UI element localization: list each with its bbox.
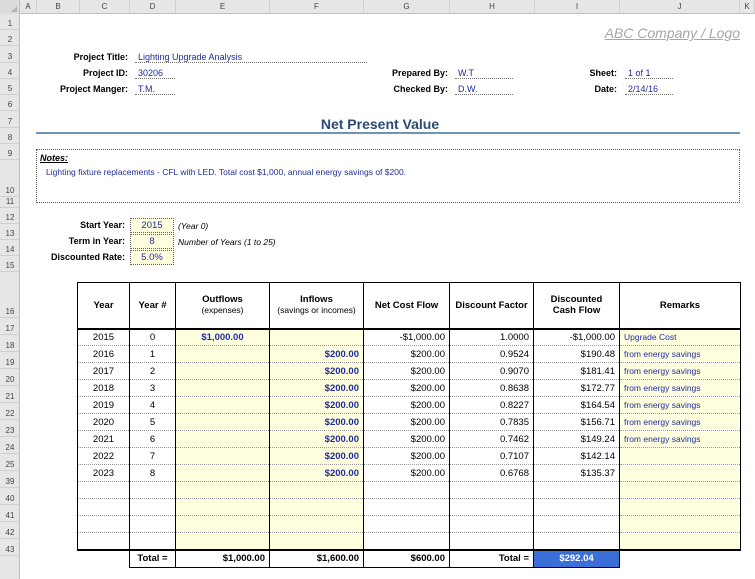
discount-factor-cell[interactable] xyxy=(450,533,534,550)
remark-cell[interactable]: from energy savings xyxy=(620,346,741,363)
year-cell[interactable]: 2018 xyxy=(78,380,130,397)
inflow-cell[interactable] xyxy=(270,499,364,516)
row-header-22[interactable]: 22 xyxy=(0,403,20,420)
table-row xyxy=(78,448,741,465)
outflow-cell[interactable] xyxy=(176,465,270,482)
outflow-cell[interactable] xyxy=(176,533,270,550)
column-header-g[interactable]: G xyxy=(364,0,450,14)
discount-factor-cell[interactable]: 0.6768 xyxy=(450,465,534,482)
remark-cell[interactable] xyxy=(620,482,741,499)
row-header-3[interactable]: 3 xyxy=(0,46,20,63)
row-header-4[interactable]: 4 xyxy=(0,63,20,79)
remark-cell[interactable] xyxy=(620,499,741,516)
year-number-cell[interactable] xyxy=(130,499,176,516)
column-header-a[interactable]: A xyxy=(20,0,37,14)
header-outflows-sub: (expenses) xyxy=(201,305,244,316)
table-row xyxy=(78,499,741,516)
npv-total-value[interactable]: $292.04 xyxy=(534,550,620,568)
inflow-cell[interactable] xyxy=(270,533,364,550)
header-outflows xyxy=(176,283,270,329)
row-header-16[interactable]: 16 xyxy=(0,272,20,318)
outflow-cell[interactable] xyxy=(176,431,270,448)
year-number-cell[interactable] xyxy=(130,482,176,499)
row-header-41[interactable]: 41 xyxy=(0,505,20,522)
year-cell[interactable] xyxy=(78,499,130,516)
row-header-24[interactable]: 24 xyxy=(0,437,20,454)
row-header-6[interactable]: 6 xyxy=(0,95,20,111)
total-inflows[interactable]: $1,600.00 xyxy=(270,550,364,568)
row-header-14[interactable]: 14 xyxy=(0,240,20,256)
year-cell[interactable]: 2017 xyxy=(78,363,130,380)
remark-cell[interactable] xyxy=(620,516,741,533)
total-net-cost-flow[interactable]: $600.00 xyxy=(364,550,450,568)
discounted-cash-flow-cell[interactable]: -$1,000.00 xyxy=(534,329,620,346)
row-header-2[interactable]: 2 xyxy=(0,30,20,46)
discounted-cash-flow-cell[interactable]: $135.37 xyxy=(534,465,620,482)
net-cost-flow-cell[interactable]: $200.00 xyxy=(364,397,450,414)
row-header-17[interactable]: 17 xyxy=(0,318,20,335)
notes-box[interactable] xyxy=(36,149,740,203)
net-cost-flow-cell[interactable]: -$1,000.00 xyxy=(364,329,450,346)
column-header-i[interactable]: I xyxy=(535,0,620,14)
inflow-cell[interactable]: $200.00 xyxy=(270,380,364,397)
row-header-9[interactable]: 9 xyxy=(0,144,20,160)
header-discounted-cash-flow: Discounted Cash Flow xyxy=(534,283,620,329)
inflow-cell[interactable]: $200.00 xyxy=(270,431,364,448)
inflow-cell[interactable] xyxy=(270,516,364,533)
discount-factor-cell[interactable]: 1.0000 xyxy=(450,329,534,346)
title-divider xyxy=(36,132,740,134)
year-number-cell[interactable]: 4 xyxy=(130,397,176,414)
year-number-cell[interactable]: 0 xyxy=(130,329,176,346)
row-header-bar xyxy=(0,14,20,579)
net-cost-flow-cell[interactable]: $200.00 xyxy=(364,414,450,431)
table-row xyxy=(78,346,741,363)
checked-by-label: Checked By: xyxy=(393,84,448,94)
year-cell[interactable]: 2019 xyxy=(78,397,130,414)
remark-cell[interactable]: from energy savings xyxy=(620,414,741,431)
net-cost-flow-cell[interactable] xyxy=(364,482,450,499)
inflow-cell[interactable]: $200.00 xyxy=(270,414,364,431)
net-cost-flow-cell[interactable]: $200.00 xyxy=(364,363,450,380)
row-header-20[interactable]: 20 xyxy=(0,369,20,386)
net-cost-flow-cell[interactable]: $200.00 xyxy=(364,380,450,397)
year-number-cell[interactable]: 8 xyxy=(130,465,176,482)
column-header-c[interactable]: C xyxy=(80,0,130,14)
totals-label: Total = xyxy=(130,550,176,568)
table-row xyxy=(78,516,741,533)
discounted-cash-flow-cell[interactable]: $172.77 xyxy=(534,380,620,397)
column-header-b[interactable]: B xyxy=(37,0,80,14)
year-number-cell[interactable]: 1 xyxy=(130,346,176,363)
checked-by-value[interactable]: D.W. xyxy=(455,84,513,95)
outflow-cell[interactable] xyxy=(176,448,270,465)
row-header-25[interactable]: 25 xyxy=(0,454,20,471)
outflow-cell[interactable] xyxy=(176,380,270,397)
remark-cell[interactable]: from energy savings xyxy=(620,363,741,380)
header-net-cost-flow: Net Cost Flow xyxy=(364,283,450,329)
net-cost-flow-cell[interactable]: $200.00 xyxy=(364,448,450,465)
discount-factor-cell[interactable]: 0.8227 xyxy=(450,397,534,414)
column-header-d[interactable]: D xyxy=(130,0,176,14)
year-cell[interactable] xyxy=(78,482,130,499)
remark-cell[interactable]: from energy savings xyxy=(620,397,741,414)
column-header-bar xyxy=(0,0,755,14)
project-id-value[interactable]: 30206 xyxy=(135,68,175,79)
year-cell[interactable]: 2016 xyxy=(78,346,130,363)
year-cell[interactable]: 2022 xyxy=(78,448,130,465)
row-header-42[interactable]: 42 xyxy=(0,522,20,539)
inflow-cell[interactable]: $200.00 xyxy=(270,346,364,363)
project-manager-label: Project Manger: xyxy=(59,84,128,94)
header-outflows-title: Outflows xyxy=(202,294,243,306)
table-row xyxy=(78,397,741,414)
table-row xyxy=(78,482,741,499)
npv-total-label: Total = xyxy=(450,550,534,568)
discount-factor-cell[interactable] xyxy=(450,482,534,499)
table-header-row xyxy=(78,283,741,329)
discount-factor-cell[interactable]: 0.7462 xyxy=(450,431,534,448)
start-year-label: Start Year: xyxy=(80,220,125,230)
row-header-7[interactable]: 7 xyxy=(0,111,20,128)
term-hint: Number of Years (1 to 25) xyxy=(178,237,276,247)
row-header-5[interactable]: 5 xyxy=(0,79,20,95)
discounted-cash-flow-cell[interactable]: $181.41 xyxy=(534,363,620,380)
table-row xyxy=(78,380,741,397)
inflow-cell[interactable]: $200.00 xyxy=(270,448,364,465)
outflow-cell[interactable] xyxy=(176,414,270,431)
start-year-input[interactable]: 2015 xyxy=(130,218,174,233)
outflow-cell[interactable] xyxy=(176,499,270,516)
net-cost-flow-cell[interactable]: $200.00 xyxy=(364,431,450,448)
year-number-cell[interactable]: 6 xyxy=(130,431,176,448)
project-title-value[interactable]: Lighting Upgrade Analysis xyxy=(135,52,367,63)
row-header-21[interactable]: 21 xyxy=(0,386,20,403)
remark-cell[interactable]: from energy savings xyxy=(620,380,741,397)
discount-factor-cell[interactable]: 0.7835 xyxy=(450,414,534,431)
discounted-cash-flow-cell[interactable]: $156.71 xyxy=(534,414,620,431)
header-inflows xyxy=(270,283,364,329)
select-all-corner[interactable] xyxy=(0,0,20,14)
remark-cell[interactable]: from energy savings xyxy=(620,431,741,448)
term-label: Term in Year: xyxy=(68,236,125,246)
discounted-cash-flow-cell[interactable] xyxy=(534,482,620,499)
discount-factor-cell[interactable] xyxy=(450,499,534,516)
total-outflows[interactable]: $1,000.00 xyxy=(176,550,270,568)
net-cost-flow-cell[interactable]: $200.00 xyxy=(364,465,450,482)
row-header-18[interactable]: 18 xyxy=(0,335,20,352)
row-header-15[interactable]: 15 xyxy=(0,256,20,272)
discount-rate-label: Discounted Rate: xyxy=(50,252,125,262)
discounted-cash-flow-cell[interactable]: $142.14 xyxy=(534,448,620,465)
column-header-f[interactable]: F xyxy=(270,0,364,14)
discount-factor-cell[interactable] xyxy=(450,516,534,533)
discounted-cash-flow-cell[interactable]: $190.48 xyxy=(534,346,620,363)
outflow-cell[interactable] xyxy=(176,516,270,533)
header-year: Year xyxy=(78,283,130,329)
row-header-10[interactable]: 10 xyxy=(0,160,20,197)
notes-text[interactable]: Lighting fixture replacements - CFL with LED. Total cost $1,000, annual energy savings of $200. xyxy=(46,167,407,177)
row-header-1[interactable]: 1 xyxy=(0,14,20,30)
row-header-23[interactable]: 23 xyxy=(0,420,20,437)
discount-factor-cell[interactable]: 0.9070 xyxy=(450,363,534,380)
year-number-cell[interactable]: 2 xyxy=(130,363,176,380)
year-number-cell[interactable] xyxy=(130,533,176,550)
year-number-cell[interactable]: 5 xyxy=(130,414,176,431)
discounted-cash-flow-cell[interactable]: $164.54 xyxy=(534,397,620,414)
row-header-13[interactable]: 13 xyxy=(0,224,20,240)
year-cell[interactable]: 2015 xyxy=(78,329,130,346)
table-row xyxy=(78,329,741,346)
header-year-number: Year # xyxy=(130,283,176,329)
year-number-cell[interactable]: 7 xyxy=(130,448,176,465)
header-inflows-sub: (savings or incomes) xyxy=(277,305,356,316)
inflow-cell[interactable] xyxy=(270,482,364,499)
npv-table xyxy=(77,282,741,568)
discounted-cash-flow-cell[interactable] xyxy=(534,499,620,516)
discounted-cash-flow-cell[interactable] xyxy=(534,533,620,550)
row-header-12[interactable]: 12 xyxy=(0,208,20,224)
year-cell[interactable]: 2023 xyxy=(78,465,130,482)
remark-cell[interactable] xyxy=(620,533,741,550)
net-cost-flow-cell[interactable]: $200.00 xyxy=(364,346,450,363)
inflow-cell[interactable]: $200.00 xyxy=(270,397,364,414)
row-header-39[interactable]: 39 xyxy=(0,471,20,488)
outflow-cell[interactable]: $1,000.00 xyxy=(176,329,270,346)
totals-row xyxy=(78,550,741,568)
date-value[interactable]: 2/14/16 xyxy=(625,84,673,95)
discounted-cash-flow-cell[interactable] xyxy=(534,516,620,533)
table-row xyxy=(78,465,741,482)
date-label: Date: xyxy=(594,84,617,94)
project-manager-value[interactable]: T.M. xyxy=(135,84,175,95)
column-header-k[interactable]: K xyxy=(740,0,755,14)
project-id-label: Project ID: xyxy=(82,68,128,78)
start-year-hint: (Year 0) xyxy=(178,221,209,231)
inflow-cell[interactable] xyxy=(270,329,364,346)
outflow-cell[interactable] xyxy=(176,482,270,499)
prepared-by-value[interactable]: W.T xyxy=(455,68,513,79)
table-row xyxy=(78,363,741,380)
row-header-19[interactable]: 19 xyxy=(0,352,20,369)
header-discount-factor: Discount Factor xyxy=(450,283,534,329)
year-cell[interactable]: 2020 xyxy=(78,414,130,431)
discount-factor-cell[interactable]: 0.8638 xyxy=(450,380,534,397)
discount-factor-cell[interactable]: 0.9524 xyxy=(450,346,534,363)
row-header-11[interactable]: 11 xyxy=(0,197,20,208)
header-inflows-title: Inflows xyxy=(300,294,333,306)
table-row xyxy=(78,533,741,550)
page-title: Net Present Value xyxy=(320,116,440,132)
year-cell[interactable] xyxy=(78,533,130,550)
row-header-43[interactable]: 43 xyxy=(0,539,20,556)
year-number-cell[interactable] xyxy=(130,516,176,533)
year-cell[interactable] xyxy=(78,516,130,533)
header-remarks: Remarks xyxy=(620,283,741,329)
inflow-cell[interactable]: $200.00 xyxy=(270,465,364,482)
row-header-8[interactable]: 8 xyxy=(0,128,20,144)
year-cell[interactable]: 2021 xyxy=(78,431,130,448)
company-logo: ABC Company / Logo xyxy=(604,25,740,41)
net-cost-flow-cell[interactable] xyxy=(364,499,450,516)
discount-rate-input[interactable]: 5.0% xyxy=(130,250,174,265)
outflow-cell[interactable] xyxy=(176,363,270,380)
outflow-cell[interactable] xyxy=(176,346,270,363)
prepared-by-label: Prepared By: xyxy=(391,68,448,78)
project-title-label: Project Title: xyxy=(73,52,128,62)
term-input[interactable]: 8 xyxy=(130,234,174,249)
inflow-cell[interactable]: $200.00 xyxy=(270,363,364,380)
remark-cell[interactable] xyxy=(620,465,741,482)
discount-factor-cell[interactable]: 0.7107 xyxy=(450,448,534,465)
notes-label: Notes: xyxy=(40,153,69,163)
outflow-cell[interactable] xyxy=(176,397,270,414)
year-number-cell[interactable]: 3 xyxy=(130,380,176,397)
remark-cell[interactable] xyxy=(620,448,741,465)
column-header-h[interactable]: H xyxy=(450,0,535,14)
net-cost-flow-cell[interactable] xyxy=(364,533,450,550)
column-header-j[interactable]: J xyxy=(620,0,740,14)
discounted-cash-flow-cell[interactable]: $149.24 xyxy=(534,431,620,448)
row-header-40[interactable]: 40 xyxy=(0,488,20,505)
sheet-value[interactable]: 1 of 1 xyxy=(625,68,673,79)
sheet-label: Sheet: xyxy=(589,68,617,78)
net-cost-flow-cell[interactable] xyxy=(364,516,450,533)
table-row xyxy=(78,431,741,448)
remark-cell[interactable]: Upgrade Cost xyxy=(620,329,741,346)
table-row xyxy=(78,414,741,431)
column-header-e[interactable]: E xyxy=(176,0,270,14)
